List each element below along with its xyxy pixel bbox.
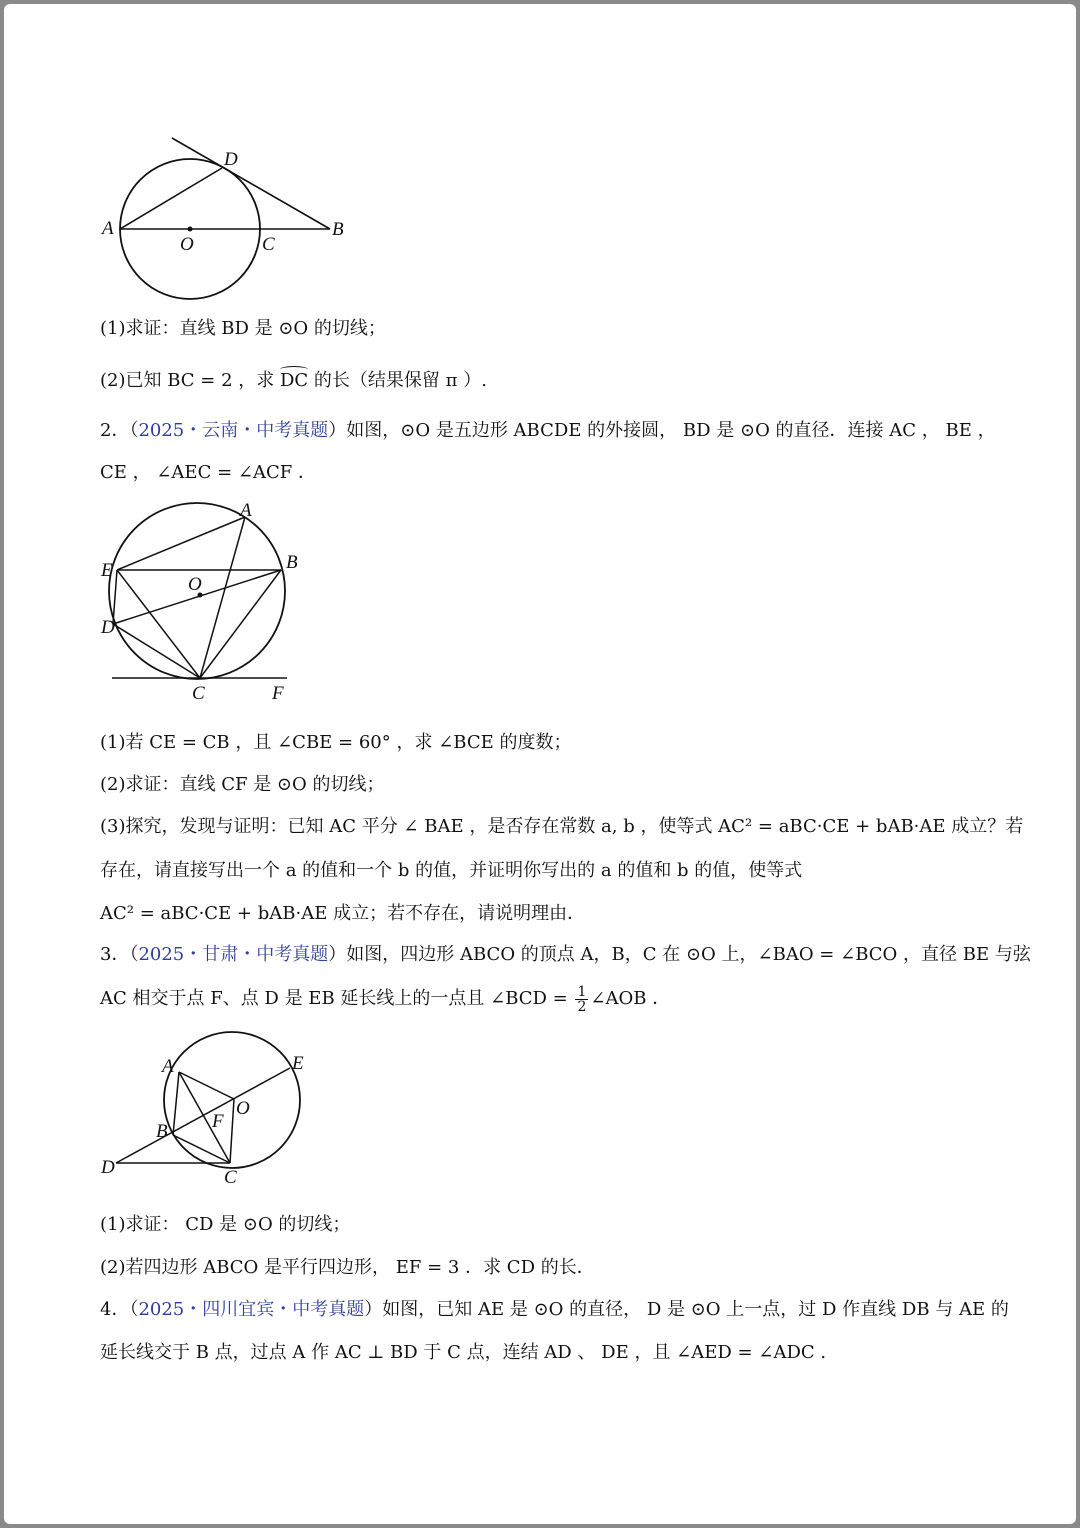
- arc-dc: DC: [279, 370, 309, 391]
- label-a: A: [240, 500, 252, 521]
- q3-part1: (1)求证： CD 是 ⊙O 的切线；: [100, 1214, 351, 1235]
- label-c: C: [262, 234, 275, 255]
- q3-stem-line2: AC 相交于点 F、点 D 是 EB 延长线上的一点且 ∠BCD = $\frac{1}{2}$ ∠AOB ．: [100, 983, 671, 1015]
- label-a: A: [162, 1056, 174, 1077]
- q4-source: 2025・四川宜宾・中考真题: [138, 1299, 365, 1320]
- label-o: O: [180, 234, 194, 255]
- label-b: B: [332, 219, 344, 240]
- label-d: D: [224, 149, 238, 170]
- q2-stem-line1: 2．（2025・云南・中考真题）如图，⊙O 是五边形 ABCDE 的外接圆， BD 是 ⊙O 的直径．连接 AC ， BE ，: [100, 420, 996, 441]
- q2-source: 2025・云南・中考真题: [138, 420, 329, 441]
- document-page: [4, 4, 1076, 1524]
- q3-stem-line1: 3．（2025・甘肃・中考真题）如图，四边形 ABCO 的顶点 A，B，C 在 ⊙O 上，∠BAO = ∠BCO ，直径 BE 与弦: [100, 944, 1031, 965]
- label-d: D: [101, 1157, 115, 1178]
- q2-part1: (1)若 CE = CB ，且 ∠CBE = 60° ，求 ∠BCE 的度数；: [100, 732, 572, 753]
- q1-part1: (1)求证：直线 BD 是 ⊙O 的切线；: [100, 318, 386, 339]
- q3-source: 2025・甘肃・中考真题: [138, 944, 329, 965]
- figure-q1: [94, 132, 364, 307]
- label-f: F: [212, 1111, 224, 1132]
- q4-stem-line2: 延长线交于 B 点，过点 A 作 AC ⊥ BD 于 C 点，连结 AD 、 DE ，且 ∠AED = ∠ADC .: [100, 1342, 827, 1363]
- label-a: A: [102, 218, 114, 239]
- q2-part3-line2: 存在，请直接写出一个 a 的值和一个 b 的值，并证明你写出的 a 的值和 b 的值，使等式: [100, 860, 803, 881]
- label-c: C: [224, 1167, 237, 1188]
- q2-stem-line2: CE ， ∠AEC = ∠ACF ．: [100, 462, 316, 483]
- figure-q2: [96, 496, 316, 706]
- label-o: O: [236, 1098, 250, 1119]
- label-f: F: [272, 683, 284, 704]
- q3-part2: (2)若四边形 ABCO 是平行四边形， EF = 3 ．求 CD 的长．: [100, 1257, 595, 1278]
- q2-part3-line1: (3)探究，发现与证明：已知 AC 平分 ∠ BAE ，是否存在常数 a, b ，使等式 AC² = aBC·CE + bAB·AE 成立？若: [100, 816, 1024, 837]
- label-b: B: [156, 1121, 168, 1142]
- label-o: O: [188, 574, 202, 595]
- q4-stem-line1: 4．（2025・四川宜宾・中考真题）如图，已知 AE 是 ⊙O 的直径， D 是 ⊙O 上一点，过 D 作直线 DB 与 AE 的: [100, 1299, 1009, 1320]
- label-e: E: [101, 560, 113, 581]
- label-b: B: [286, 552, 298, 573]
- figure-q3: [96, 1030, 326, 1190]
- label-c: C: [192, 683, 205, 704]
- label-d: D: [101, 617, 115, 638]
- q2-part2: (2)求证：直线 CF 是 ⊙O 的切线；: [100, 774, 385, 795]
- label-e: E: [292, 1053, 304, 1074]
- q1-part2: (2)已知 BC = 2 ，求 DC 的长（结果保留 π ）.: [100, 370, 487, 391]
- q2-part3-line3: AC² = aBC·CE + bAB·AE 成立；若不存在，请说明理由．: [100, 903, 586, 924]
- fraction-half: $\frac{1}{2}$: [577, 983, 587, 1015]
